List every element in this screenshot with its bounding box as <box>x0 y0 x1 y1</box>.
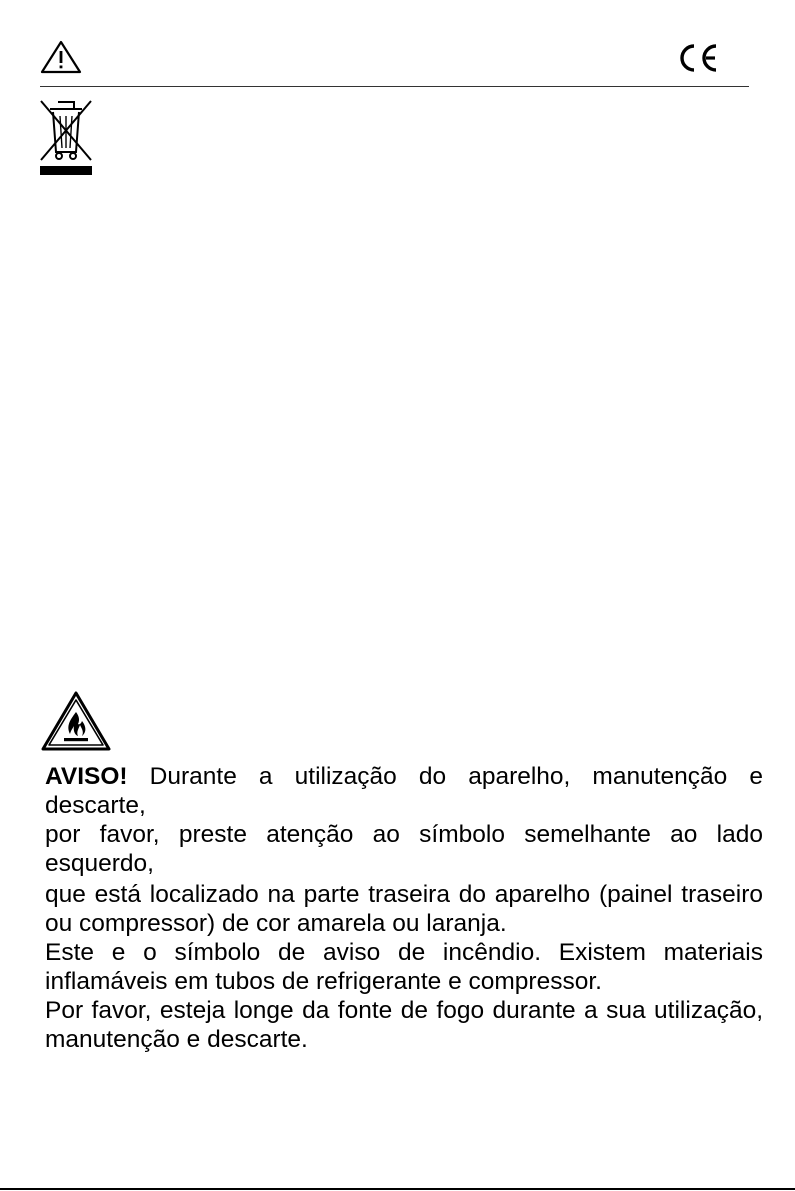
warning-sentence-1: Durante a utilização do aparelho, manutenção e descarte, <box>45 763 763 819</box>
warning-label: AVISO! <box>45 763 128 790</box>
warning-triangle-icon <box>40 40 82 74</box>
warning-paragraph-5: Por favor, esteja longe da fonte de fogo durante a sua utilização, manutenção e descarte. <box>45 997 763 1053</box>
fire-warning-text <box>45 762 763 1054</box>
footer-divider <box>0 1188 795 1190</box>
crossed-out-bin-icon <box>38 98 94 176</box>
ce-mark-icon <box>676 42 720 74</box>
warning-paragraph-2: por favor, preste atenção ao símbolo semelhante ao lado esquerdo, <box>45 821 763 877</box>
header-divider <box>40 86 749 87</box>
warning-paragraph-1 <box>45 762 763 820</box>
warning-paragraph-3: que está localizado na parte traseira do aparelho (painel traseiro ou compressor) de cor amarela ou laranja. <box>45 881 763 937</box>
warning-paragraph-4: Este e o símbolo de aviso de incêndio. Existem materiais inflamáveis em tubos de refrigerante e compressor. <box>45 939 763 995</box>
flammable-warning-icon <box>40 690 112 752</box>
